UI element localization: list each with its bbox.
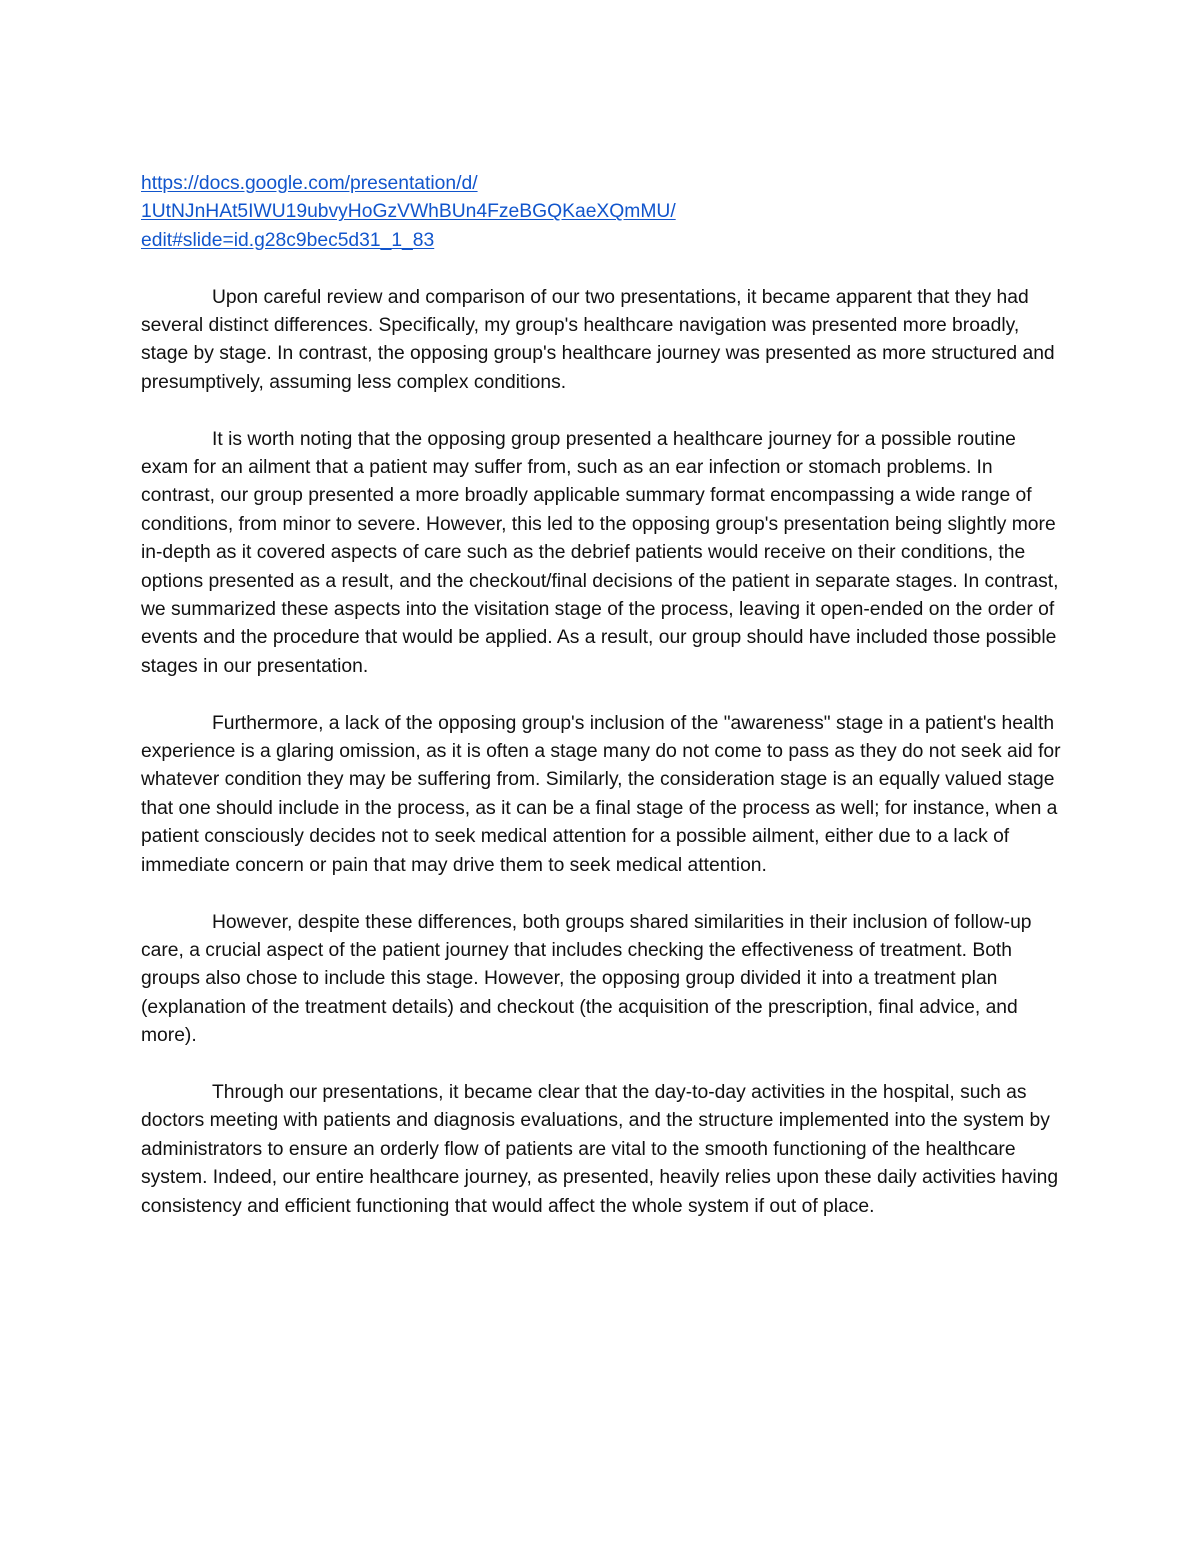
paragraph-follow-up-care: However, despite these differences, both groups shared similarities in their inclusion of follow-up care, a crucial aspect of the patient journey that includes checking the effectiveness of treatment. Both groups also chose to include this stage. However, the opposing group divided it into a treatment plan (explanation of the treatment details) and checkout (the acquisition of the prescription, final advice, and more). (141, 911, 1032, 1047)
presentation-link-line-2[interactable]: 1UtNJnHAt5IWU19ubvyHoGzVWhBUn4FzeBGQKaeXQmMU/ (141, 201, 676, 223)
presentation-link[interactable] (141, 170, 1066, 255)
paragraph-conclusion: Through our presentations, it became clear that the day-to-day activities in the hospital, such as doctors meeting with patients and diagnosis evaluations, and the structure implemented into the system by administrators to ensure an orderly flow of patients are vital to the smooth functioning of the healthcare system. Indeed, our entire healthcare journey, as presented, heavily relies upon these daily activities having consistency and efficient functioning that would affect the whole system if out of place. (141, 1081, 1059, 1217)
presentation-link-line-3[interactable]: edit#slide=id.g28c9bec5d31_1_83 (141, 229, 435, 251)
document-body (141, 170, 1066, 1249)
presentation-link-line-1[interactable]: https://docs.google.com/presentation/d/ (141, 173, 478, 194)
paragraph-awareness-stage: Furthermore, a lack of the opposing group's inclusion of the "awareness" stage in a patient's health experience is a glaring omission, as it is often a stage many do not come to pass as they do not seek aid for whatever condition they may be suffering from. Similarly, the consideration stage is an equally valued stage that one should include in the process, as it can be a final stage of the process as well; for instance, when a patient consciously decides not to seek medical attention for a possible ailment, either due to a lack of immediate concern or pain that may drive them to seek medical attention. (141, 712, 1061, 876)
paragraph-comparison: Upon careful review and comparison of our two presentations, it became apparent that they had several distinct differences. Specifically, my group's healthcare navigation was presented more broadly, stage by stage. In contrast, the opposing group's healthcare journey was presented as more structured and presumptively, assuming less complex conditions. (141, 286, 1055, 393)
paragraph-routine-exam: It is worth noting that the opposing group presented a healthcare journey for a possible routine exam for an ailment that a patient may suffer from, such as an ear infection or stomach problems. In contrast, our group presented a more broadly applicable summary format encompassing a wide range of conditions, from minor to severe. However, this led to the opposing group's presentation being slightly more in-depth as it covered aspects of care such as the debrief patients would receive on their conditions, the options presented as a result, and the checkout/final decisions of the patient in separate stages. In contrast, we summarized these aspects into the visitation stage of the process, leaving it open-ended on the order of events and the procedure that would be applied. As a result, our group should have included those possible stages in our presentation. (141, 428, 1059, 677)
